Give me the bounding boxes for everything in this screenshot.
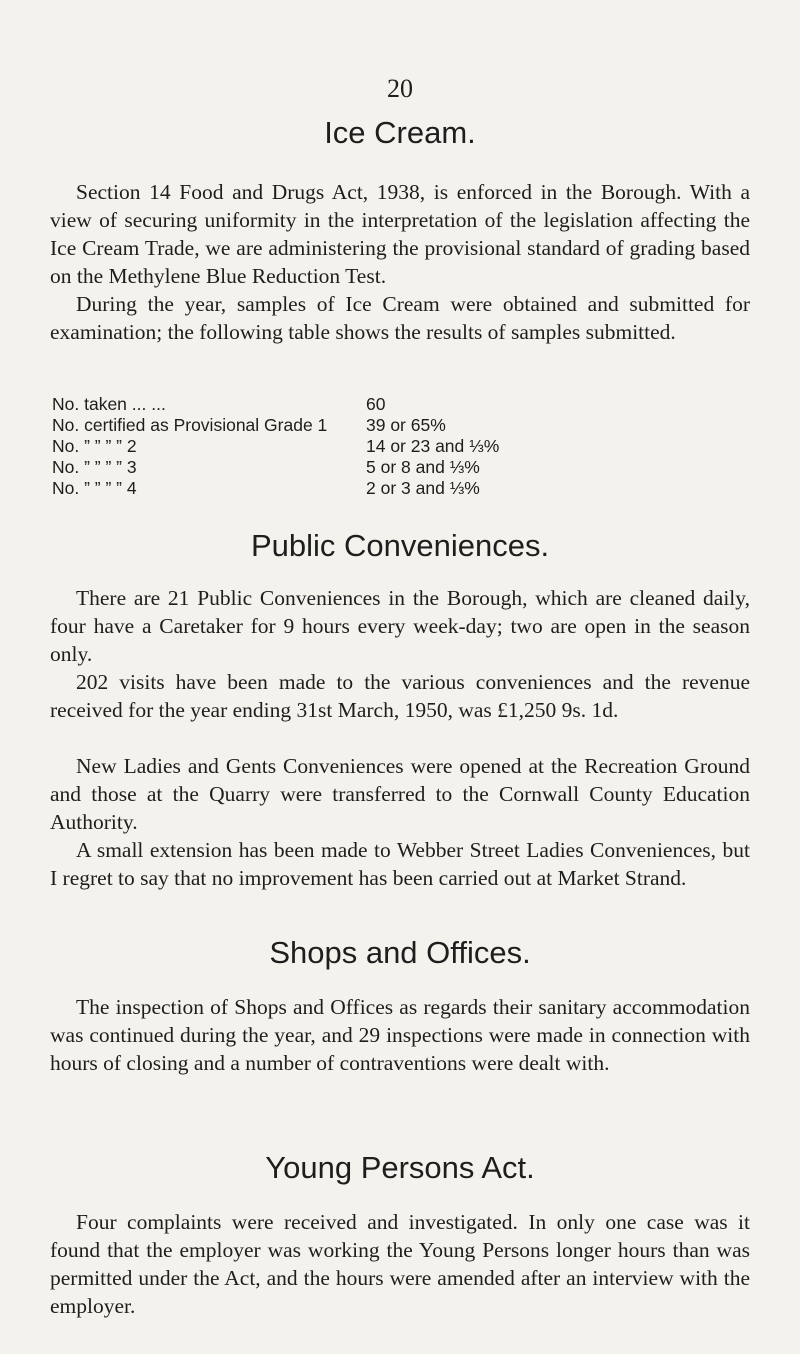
row-value: 60 [366, 394, 386, 414]
table-row [52, 415, 499, 436]
public-conveniences-heading: Public Conveniences. [250, 528, 550, 563]
table-row [52, 478, 499, 499]
page-number: 20 [387, 74, 413, 103]
public-conveniences-paragraph-2: 202 visits have been made to the various conveniences and the revenue received for the year ending 31st March, 1950, was £1,250 9s. 1d. [50, 670, 750, 722]
row-label: No. certified as Provisional Grade 1 [52, 415, 328, 435]
public-conveniences-paragraph-4: A small extension has been made to Webber Street Ladies Conveniences, but I regret to say that no improvement has been carried out at Market Strand. [50, 838, 750, 890]
public-conveniences-paragraph-1: There are 21 Public Conveniences in the Borough, which are cleaned daily, four have a Caretaker for 9 hours every week-day; two are open in the season only. [50, 586, 750, 666]
row-label: No. ” ” ” ” 2 [52, 436, 137, 456]
row-value: 2 or 3 and ⅓% [366, 478, 480, 498]
table-row [52, 436, 499, 457]
ice-cream-heading: Ice Cream. [324, 115, 476, 150]
table-row [52, 457, 499, 478]
public-conveniences-paragraph-3: New Ladies and Gents Conveniences were opened at the Recreation Ground and those at the Quarry were transferred to the Cornwall County Education Authority. [50, 754, 750, 834]
ice-cream-results-table [52, 394, 499, 499]
row-label: No. ” ” ” ” 4 [52, 478, 137, 498]
young-persons-paragraph: Four complaints were received and investigated. In only one case was it found that the employer was working the Young Persons longer hours than was permitted under the Act, and the hours were amended after an interview with the employer. [50, 1210, 750, 1318]
ice-cream-paragraph-2: During the year, samples of Ice Cream were obtained and submitted for examination; the following table shows the results of samples submitted. [50, 292, 750, 344]
table-row [52, 394, 499, 415]
shops-offices-paragraph: The inspection of Shops and Offices as regards their sanitary accommodation was continued during the year, and 29 inspections were made in connection with hours of closing and a number of contraventions were dealt with. [50, 995, 750, 1075]
shops-offices-heading: Shops and Offices. [269, 935, 531, 970]
young-persons-heading: Young Persons Act. [265, 1150, 535, 1185]
row-label: No. ” ” ” ” 3 [52, 457, 137, 477]
ice-cream-paragraph-1: Section 14 Food and Drugs Act, 1938, is enforced in the Borough. With a view of securing uniformity in the interpretation of the legislation affecting the Ice Cream Trade, we are administering the provisional standard of grading based on the Methylene Blue Reduction Test. [50, 180, 750, 288]
row-value: 39 or 65% [366, 415, 446, 435]
row-value: 5 or 8 and ⅓% [366, 457, 480, 477]
row-label: No. taken ... ... [52, 394, 166, 414]
row-value: 14 or 23 and ⅓% [366, 436, 500, 456]
